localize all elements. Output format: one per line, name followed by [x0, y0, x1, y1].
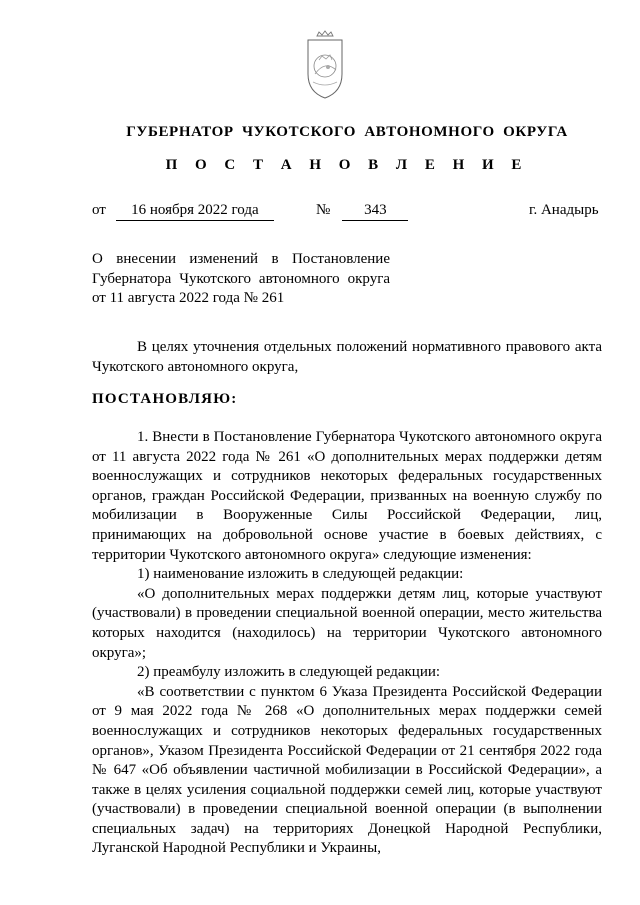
document-subject [92, 250, 390, 309]
document-date [92, 201, 274, 221]
body-paragraph: 1. Внести в Постановление Губернатора Чукотского автономного округа от 11 августа 2022 года № 261 «О дополнительных мерах поддержки детям военнослужащих и сотрудников некоторых федеральных государственных органов, граждан Российской Федерации, призванных на военную службу по мобилизации в Вооруженные Силы Российской Федерации, лиц, принимающих на добровольной основе участие в боевых действиях, с территории Чукотского автономного округа» следующие изменения: [92, 429, 602, 563]
number-value: 343 [342, 201, 408, 221]
subject-line: от 11 августа 2022 года № 261 [92, 290, 285, 306]
decree-heading: ПОСТАНОВЛЯЮ: [92, 391, 238, 407]
subject-line: Губернатора Чукотского автономного округа [92, 270, 390, 287]
document-type: П О С Т А Н О В Л Е Н И Е [165, 157, 529, 173]
document-city: г. Анадырь [529, 202, 599, 218]
body-paragraph: 1) наименование изложить в следующей редакции: [137, 566, 464, 583]
document-body [92, 428, 602, 859]
body-paragraph: 2) преамбулу изложить в следующей редакции: [137, 664, 441, 681]
document-number [316, 201, 408, 221]
preamble-block [92, 338, 602, 377]
issuing-authority: ГУБЕРНАТОР ЧУКОТСКОГО АВТОНОМНОГО ОКРУГА [126, 124, 568, 140]
preamble-paragraph: В целях уточнения отдельных положений нормативного правового акта Чукотского автономного округа, [92, 339, 602, 375]
chukotka-coat-of-arms-icon [304, 30, 346, 100]
subject-line: О внесении изменений в Постановление [92, 251, 390, 267]
body-paragraph: «В соответствии с пунктом 6 Указа Президента Российской Федерации от 9 мая 2022 года № 268 «О дополнительных мерах поддержки семей военнослужащих и сотрудников некоторых федеральных государственных органов», Указом Президента Российской Федерации от 21 сентября 2022 года № 647 «Об объявлении частичной мобилизации в Российской Федерации», а также в целях усиления социальной поддержки семей лиц, которые участвуют (участвовали) в проведении специальной военной операции (в выполнении специальных задач) на территориях Донецкой Народной Республики, Луганской Народной Республики и Украины, [92, 683, 602, 857]
date-label: от [92, 202, 106, 218]
date-value: 16 ноября 2022 года [116, 201, 274, 221]
number-label: № [316, 202, 331, 218]
body-paragraph: «О дополнительных мерах поддержки детям лиц, которые участвуют (участвовали) в проведении специальной военной операции, место жительства которых находится (находилось) на территории Чукотского автономного округа»; [92, 585, 602, 661]
